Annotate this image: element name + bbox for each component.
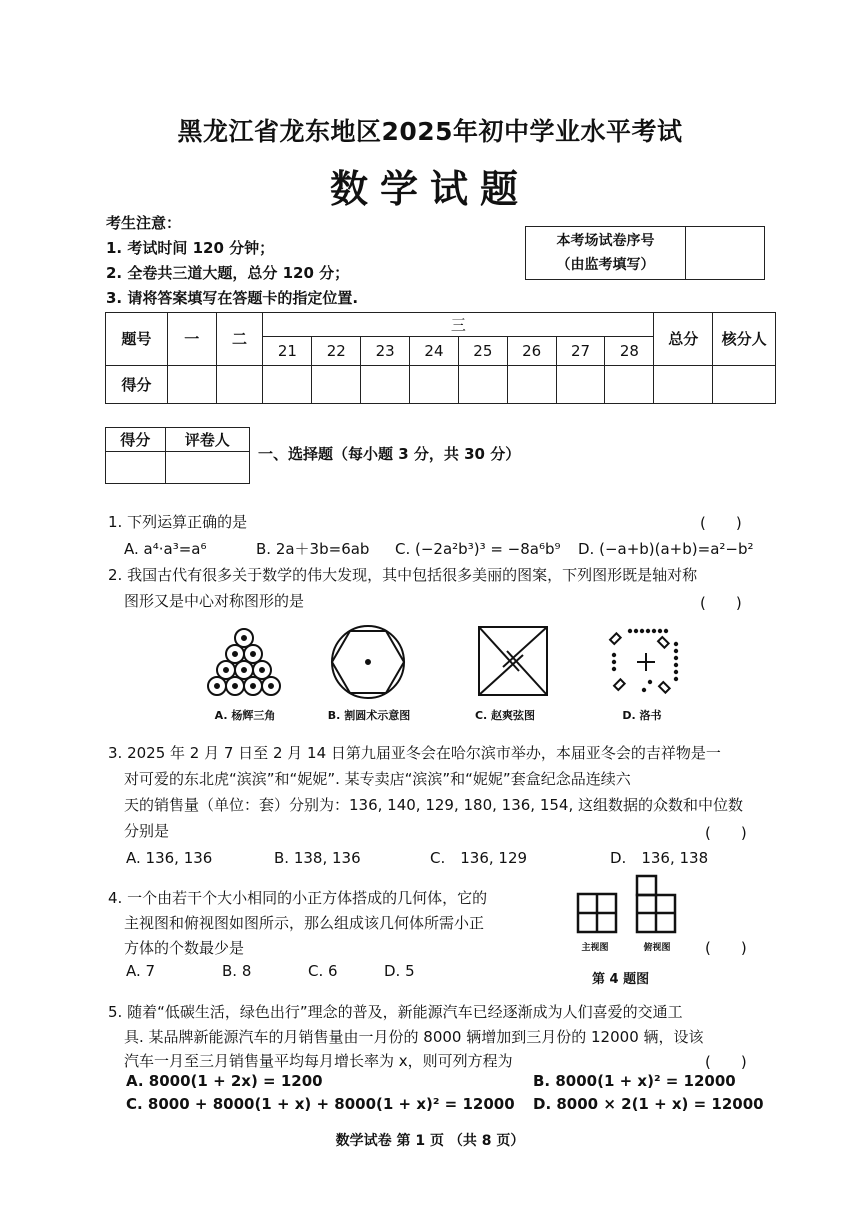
- score-cell[interactable]: [654, 365, 713, 403]
- q3-option-c: C. 136, 129: [430, 849, 528, 867]
- q3-answer-paren[interactable]: ( ): [705, 824, 747, 842]
- q5-stem-line1: 5. 随着“低碳生活，绿色出行”理念的普及，新能源汽车已经逐渐成为人们喜爱的交通工: [108, 1003, 683, 1021]
- notice-heading: 考生注意：: [106, 214, 182, 232]
- subcol-label: 28: [605, 337, 654, 365]
- q4-stem-line3: 方体的个数最少是: [124, 939, 245, 957]
- q3-stem-line1: 3. 2025 年 2 月 7 日至 2 月 14 日第九届亚冬会在哈尔滨市举办，本届亚冬会的吉祥物是一: [108, 744, 721, 762]
- q4-option-d: D. 5: [384, 962, 415, 980]
- section-grading-box: [105, 427, 250, 484]
- subcol-label: 27: [556, 337, 605, 365]
- q1-option-d: D. (−a+b)(a+b)=a²−b²: [578, 540, 754, 558]
- q1-option-a: A. a⁴·a³=a⁶: [124, 540, 207, 558]
- subject-title: 数学试题: [329, 167, 530, 211]
- q1-answer-paren[interactable]: ( ): [700, 514, 742, 532]
- zhaoshuang-figure: [479, 627, 547, 695]
- q4-stem-line1: 4. 一个由若干个大小相同的小正方体搭成的几何体，它的: [108, 889, 488, 907]
- luoshu-figure: [610, 629, 678, 693]
- grading-score-label: 得分: [106, 428, 166, 452]
- q3-stem-line4: 分别是: [124, 822, 170, 840]
- notice-block: [106, 211, 358, 311]
- grading-grader-cell[interactable]: [165, 452, 249, 484]
- q2-stem-line2: 图形又是中心对称图形的是: [124, 592, 305, 610]
- score-cell[interactable]: [167, 365, 216, 403]
- notice-item: 1. 考试时间 120 分钟；: [106, 239, 275, 257]
- row-label-score: 得分: [106, 365, 168, 403]
- q4-front-view-label: 主视图: [581, 943, 609, 953]
- grading-grader-label: 评卷人: [165, 428, 249, 452]
- score-cell[interactable]: [410, 365, 459, 403]
- q4-option-b: B. 8: [222, 962, 252, 980]
- q4-option-a: A. 7: [126, 962, 156, 980]
- q4-answer-paren[interactable]: ( ): [705, 939, 747, 957]
- score-cell[interactable]: [556, 365, 605, 403]
- col-total: 总分: [654, 313, 713, 366]
- q2-caption-a: A. 杨辉三角: [214, 709, 276, 722]
- q1-stem: 1. 下列运算正确的是: [108, 513, 248, 531]
- col-checker: 核分人: [713, 313, 776, 366]
- q5-stem-line2: 具. 某品牌新能源汽车的月销售量由一月份的 8000 辆增加到三月份的 12000 辆，设该: [124, 1028, 704, 1046]
- q2-answer-paren[interactable]: ( ): [700, 594, 742, 612]
- row-label-question: 题号: [106, 313, 168, 366]
- score-table: [105, 312, 776, 404]
- score-cell[interactable]: [361, 365, 410, 403]
- seat-box-label: 本考场试卷序号: [556, 233, 655, 249]
- score-cell[interactable]: [263, 365, 312, 403]
- circle-hexagon-figure: [332, 626, 404, 698]
- col-section-one: 一: [167, 313, 216, 366]
- col-section-two: 二: [216, 313, 263, 366]
- grading-score-cell[interactable]: [106, 452, 166, 484]
- subcol-label: 21: [263, 337, 312, 365]
- notice-item: 2. 全卷共三道大题，总分 120 分；: [106, 264, 350, 282]
- subcol-label: 22: [312, 337, 361, 365]
- section-one-title: 一、选择题（每小题 3 分，共 30 分）: [258, 445, 521, 463]
- q2-caption-c: C. 赵爽弦图: [474, 709, 536, 722]
- subcol-label: 23: [361, 337, 410, 365]
- q5-option-c: C. 8000 + 8000(1 + x) + 8000(1 + x)² = 12000: [126, 1095, 515, 1113]
- q1-option-c: C. (−2a²b³)³ = −8a⁶b⁹: [395, 540, 561, 558]
- seat-box-note: （由监考填写）: [556, 257, 655, 273]
- q3-stem-line2: 对可爱的东北虎“滨滨”和“妮妮”. 某专卖店“滨滨”和“妮妮”套盒纪念品连续六: [124, 770, 631, 788]
- q4-stem-line2: 主视图和俯视图如图所示，那么组成该几何体所需小正: [124, 914, 485, 932]
- score-cell[interactable]: [507, 365, 556, 403]
- q5-option-a: A. 8000(1 + 2x) = 1200: [126, 1072, 323, 1090]
- front-view-grid: [578, 894, 616, 932]
- q2-caption-b: B. 割圆术示意图: [327, 709, 411, 722]
- q2-stem-line1: 2. 我国古代有很多关于数学的伟大发现，其中包括很多美丽的图案，下列图形既是轴对称: [108, 566, 698, 584]
- q3-option-d: D. 136, 138: [610, 849, 709, 867]
- q5-option-b: B. 8000(1 + x)² = 12000: [533, 1072, 736, 1090]
- score-cell[interactable]: [216, 365, 263, 403]
- q4-option-c: C. 6: [308, 962, 338, 980]
- subcol-label: 24: [410, 337, 459, 365]
- score-cell[interactable]: [458, 365, 507, 403]
- q5-stem-line3: 汽车一月至三月销售量平均每月增长率为 x，则可列方程为: [124, 1052, 513, 1070]
- seat-number-box: [525, 226, 765, 280]
- exam-title: 黑龙江省龙东地区2025年初中学业水平考试: [177, 117, 683, 146]
- score-cell[interactable]: [713, 365, 776, 403]
- seat-number-field[interactable]: [687, 227, 764, 279]
- col-section-three: 三: [263, 313, 654, 337]
- q2-caption-d: D. 洛书: [622, 709, 662, 722]
- q2-figures: [200, 622, 710, 706]
- q3-option-b: B. 138, 136: [274, 849, 361, 867]
- yanghui-triangle-figure: [208, 629, 280, 695]
- q3-stem-line3: 天的销售量（单位：套）分别为：136, 140, 129, 180, 136, 154, 这组数据的众数和中位数: [124, 796, 744, 814]
- q1-option-b: B. 2a＋3b=6ab: [256, 540, 370, 558]
- score-cell[interactable]: [312, 365, 361, 403]
- q4-top-view-label: 俯视图: [643, 943, 671, 953]
- q5-answer-paren[interactable]: ( ): [705, 1053, 747, 1071]
- q3-option-a: A. 136, 136: [126, 849, 213, 867]
- top-view-grid: [637, 876, 675, 932]
- subcol-label: 26: [507, 337, 556, 365]
- q4-figure-caption: 第 4 题图: [592, 972, 650, 987]
- q4-views-figure: [570, 872, 700, 934]
- notice-item: 3. 请将答案填写在答题卡的指定位置.: [106, 289, 359, 307]
- page-footer: 数学试卷 第 1 页 （共 8 页）: [335, 1133, 525, 1149]
- subcol-label: 25: [458, 337, 507, 365]
- q5-option-d: D. 8000 × 2(1 + x) = 12000: [533, 1095, 764, 1113]
- score-cell[interactable]: [605, 365, 654, 403]
